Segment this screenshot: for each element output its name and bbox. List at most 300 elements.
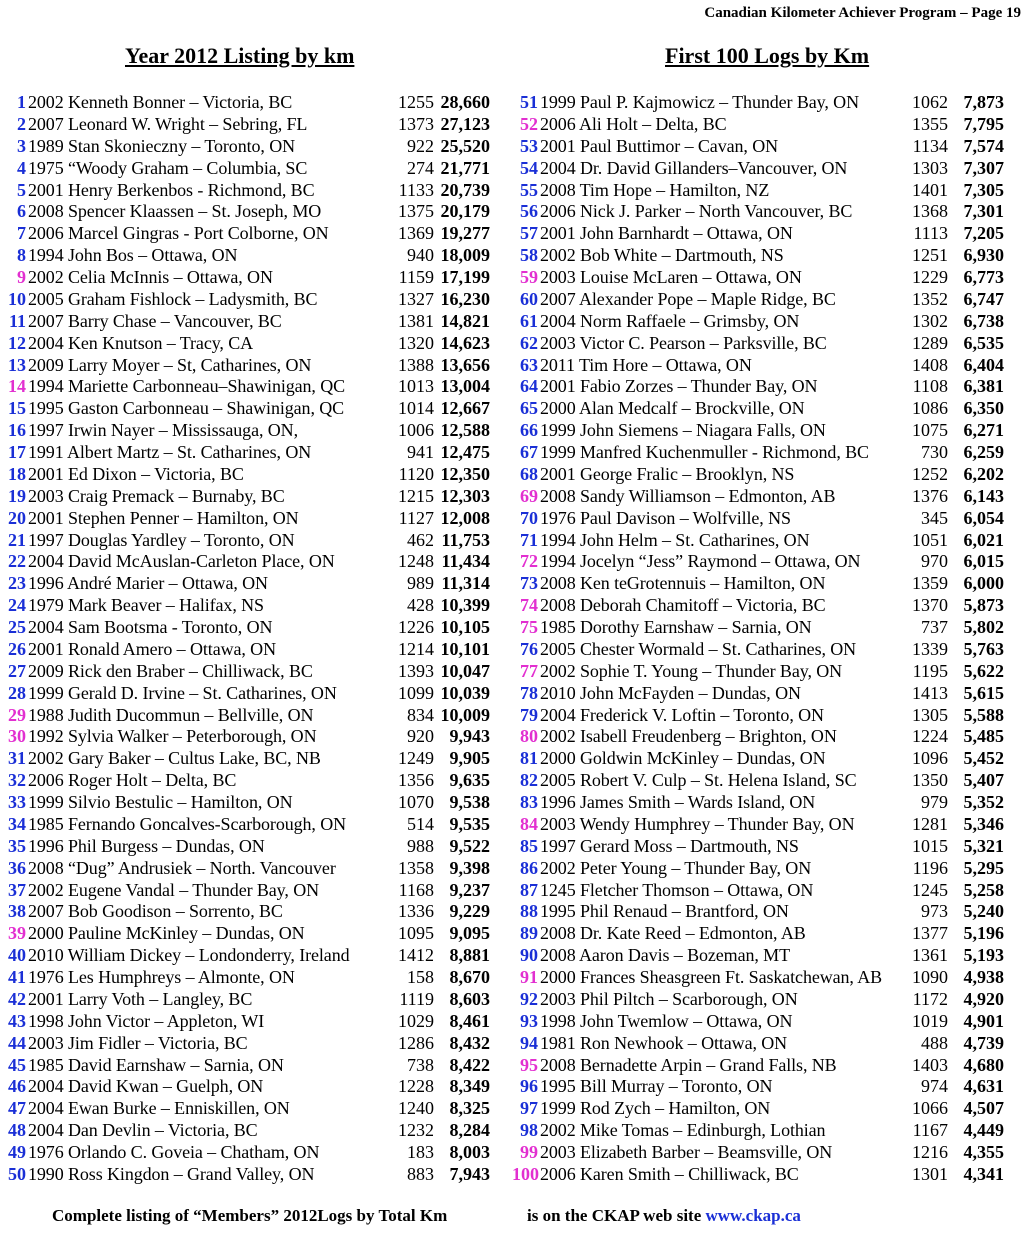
log-number: 1195	[912, 660, 948, 681]
log-number: 1412	[398, 945, 434, 966]
member-entry: 1245 Fletcher Thomson – Ottawa, ON	[540, 879, 814, 900]
rank-number: 84	[520, 813, 538, 834]
rank-number: 81	[520, 748, 538, 769]
member-entry: 2003 Wendy Humphrey – Thunder Bay, ON	[540, 813, 855, 834]
log-number: 1133	[398, 179, 434, 200]
log-number: 1062	[912, 92, 948, 112]
log-number: 1096	[912, 748, 948, 769]
list-item	[512, 333, 1004, 355]
total-km: 20,179	[440, 201, 490, 222]
footer-left-note: Complete listing of “Members” 2012Logs by Total Km	[52, 1206, 448, 1225]
total-km: 5,352	[963, 792, 1004, 812]
rank-number: 83	[520, 792, 538, 812]
log-number: 274	[407, 157, 434, 178]
total-km: 10,039	[440, 682, 490, 703]
right-column-title: First 100 Logs by Km	[665, 43, 870, 68]
rank-number: 15	[8, 398, 26, 419]
total-km: 7,305	[963, 179, 1004, 200]
rank-number: 67	[520, 442, 538, 462]
rank-number: 88	[520, 901, 538, 922]
list-item	[512, 201, 1004, 223]
total-km: 4,449	[963, 1120, 1004, 1141]
ckap-website-link[interactable]: www.ckap.ca	[705, 1206, 801, 1225]
rank-number: 80	[520, 726, 538, 747]
member-entry: 2008 Ken teGrotennuis – Hamilton, ON	[540, 573, 826, 594]
member-entry: 2001 Paul Buttimor – Cavan, ON	[540, 135, 778, 156]
log-number: 1361	[912, 945, 948, 966]
log-number: 988	[407, 835, 434, 856]
list-item	[6, 639, 490, 661]
log-number: 1051	[912, 529, 948, 550]
list-item	[512, 311, 1004, 333]
footer-right-note	[527, 1206, 801, 1226]
list-item	[6, 748, 490, 770]
total-km: 9,237	[449, 879, 490, 900]
rank-number: 63	[520, 354, 538, 375]
member-entry: 2001 John Barnhardt – Ottawa, ON	[540, 223, 793, 244]
list-item	[6, 1142, 490, 1164]
total-km: 14,623	[440, 332, 490, 353]
rank-number: 64	[520, 376, 538, 397]
total-km: 7,205	[963, 223, 1004, 244]
log-number: 1302	[912, 310, 948, 331]
member-entry: 2004 David Kwan – Guelph, ON	[28, 1076, 264, 1097]
list-item	[6, 333, 490, 355]
log-number: 1214	[398, 638, 434, 659]
list-item	[6, 508, 490, 530]
rank-number: 5	[17, 179, 26, 200]
total-km: 6,259	[963, 442, 1004, 462]
member-entry: 2007 Barry Chase – Vancouver, BC	[28, 310, 282, 331]
list-item	[6, 573, 490, 595]
log-number: 1224	[912, 726, 948, 747]
log-number: 1113	[913, 223, 948, 244]
total-km: 8,603	[449, 988, 490, 1009]
total-km: 6,404	[963, 354, 1004, 375]
member-entry: 2007 Alexander Pope – Maple Ridge, BC	[540, 288, 836, 309]
log-number: 1303	[912, 157, 948, 178]
total-km: 6,747	[963, 288, 1004, 309]
log-number: 940	[407, 245, 434, 266]
list-item	[512, 442, 1004, 464]
total-km: 5,485	[963, 726, 1004, 747]
rank-number: 29	[8, 704, 26, 725]
list-item	[512, 486, 1004, 508]
list-item	[512, 223, 1004, 245]
member-entry: 2005 Chester Wormald – St. Catharines, ON	[540, 638, 857, 659]
rank-number: 21	[8, 529, 26, 550]
total-km: 19,277	[440, 223, 490, 244]
list-item	[6, 858, 490, 880]
list-item	[6, 201, 490, 223]
log-number: 1216	[912, 1142, 948, 1162]
rank-number: 78	[520, 682, 538, 703]
total-km: 7,574	[963, 135, 1004, 156]
total-km: 8,881	[449, 945, 490, 966]
log-number: 1320	[398, 332, 434, 353]
log-number: 738	[407, 1054, 434, 1075]
log-number: 1358	[398, 857, 434, 878]
log-number: 1381	[398, 310, 434, 331]
member-entry: 2002 Mike Tomas – Edinburgh, Lothian	[540, 1120, 826, 1141]
total-km: 18,009	[440, 245, 490, 266]
rank-number: 94	[520, 1032, 538, 1053]
member-entry: 1985 David Earnshaw – Sarnia, ON	[28, 1054, 284, 1075]
log-number: 1095	[398, 923, 434, 944]
total-km: 4,631	[963, 1076, 1004, 1097]
rank-number: 47	[8, 1098, 26, 1119]
list-item	[512, 464, 1004, 486]
total-km: 17,199	[440, 267, 490, 287]
member-entry: 1997 Irwin Nayer – Mississauga, ON,	[28, 420, 298, 441]
total-km: 11,434	[441, 551, 490, 572]
member-entry: 2006 Ali Holt – Delta, BC	[540, 113, 727, 134]
rank-number: 24	[8, 595, 26, 616]
total-km: 11,314	[441, 573, 490, 594]
member-entry: 2001 Larry Voth – Langley, BC	[28, 988, 253, 1009]
log-number: 1305	[912, 704, 948, 725]
log-number: 1255	[398, 92, 434, 112]
rank-number: 33	[8, 792, 26, 812]
member-entry: 2001 Fabio Zorzes – Thunder Bay, ON	[540, 376, 818, 397]
member-entry: 1997 Douglas Yardley – Toronto, ON	[28, 529, 295, 550]
log-number: 1286	[398, 1032, 434, 1053]
total-km: 5,588	[963, 704, 1004, 725]
rank-number: 45	[8, 1054, 26, 1075]
log-number: 1075	[912, 420, 948, 441]
member-entry: 2007 Leonard W. Wright – Sebring, FL	[28, 113, 308, 134]
member-entry: 1996 Phil Burgess – Dundas, ON	[28, 835, 265, 856]
log-number: 737	[921, 617, 948, 637]
log-number: 1368	[912, 201, 948, 222]
total-km: 9,635	[449, 770, 490, 791]
list-item	[6, 267, 490, 289]
member-entry: 1999 Paul P. Kajmowicz – Thunder Bay, ON	[540, 92, 859, 112]
total-km: 8,325	[449, 1098, 490, 1119]
total-km: 10,047	[440, 660, 490, 681]
member-entry: 2004 Norm Raffaele – Grimsby, ON	[540, 310, 800, 331]
list-item	[512, 967, 1004, 989]
total-km: 5,407	[963, 770, 1004, 791]
total-km: 9,535	[449, 813, 490, 834]
total-km: 9,229	[449, 901, 490, 922]
log-number: 1215	[398, 485, 434, 506]
log-number: 183	[407, 1142, 434, 1162]
rank-number: 26	[8, 638, 26, 659]
log-number: 920	[407, 726, 434, 747]
log-number: 1019	[912, 1010, 948, 1031]
rank-number: 66	[520, 420, 538, 441]
list-item	[6, 355, 490, 377]
list-item	[512, 420, 1004, 442]
list-item	[512, 945, 1004, 967]
total-km: 6,054	[963, 507, 1004, 528]
list-item	[6, 442, 490, 464]
list-item	[6, 1120, 490, 1142]
total-km: 6,271	[963, 420, 1004, 441]
list-item	[512, 92, 1004, 114]
member-entry: 2004 David McAuslan-Carleton Place, ON	[28, 551, 335, 572]
total-km: 8,432	[449, 1032, 490, 1053]
member-entry: 2004 Frederick V. Loftin – Toronto, ON	[540, 704, 824, 725]
member-entry: 2004 Dr. David Gillanders–Vancouver, ON	[540, 157, 848, 178]
rank-number: 6	[17, 201, 26, 222]
rank-number: 95	[520, 1054, 538, 1075]
list-item	[6, 92, 490, 114]
member-entry: 2008 Aaron Davis – Bozeman, MT	[540, 945, 790, 966]
member-entry: 2008 Tim Hope – Hamilton, NZ	[540, 179, 770, 200]
total-km: 5,802	[963, 617, 1004, 637]
log-number: 1066	[912, 1098, 948, 1119]
footer-right-text: is on the CKAP web site	[527, 1206, 706, 1225]
list-item	[512, 705, 1004, 727]
list-item	[6, 486, 490, 508]
list-item	[6, 1098, 490, 1120]
list-item	[512, 792, 1004, 814]
member-entry: 2008 Dr. Kate Reed – Edmonton, AB	[540, 923, 806, 944]
log-number: 1172	[912, 988, 948, 1009]
rank-number: 62	[520, 332, 538, 353]
log-number: 1070	[398, 792, 434, 812]
member-entry: 2003 Louise McLaren – Ottawa, ON	[540, 267, 802, 287]
log-number: 1134	[912, 135, 948, 156]
list-item	[6, 880, 490, 902]
list-item	[6, 792, 490, 814]
list-item	[512, 661, 1004, 683]
member-entry: 1985 Fernando Goncalves-Scarborough, ON	[28, 813, 347, 834]
log-number: 428	[407, 595, 434, 616]
list-item	[512, 180, 1004, 202]
total-km: 28,660	[440, 92, 490, 112]
total-km: 12,008	[440, 507, 490, 528]
rank-number: 51	[520, 92, 538, 112]
total-km: 4,920	[963, 988, 1004, 1009]
rank-number: 12	[8, 332, 26, 353]
total-km: 5,258	[963, 879, 1004, 900]
list-item	[6, 661, 490, 683]
rank-number: 68	[520, 463, 538, 484]
log-number: 1281	[912, 813, 948, 834]
total-km: 6,000	[963, 573, 1004, 594]
rank-number: 22	[8, 551, 26, 572]
total-km: 6,773	[963, 267, 1004, 287]
total-km: 5,193	[963, 945, 1004, 966]
rank-number: 20	[8, 507, 26, 528]
total-km: 7,307	[963, 157, 1004, 178]
rank-number: 3	[17, 135, 26, 156]
rank-number: 73	[520, 573, 538, 594]
member-entry: 1998 John Victor – Appleton, WI	[28, 1010, 265, 1031]
year-2012-list	[6, 92, 490, 1186]
member-entry: 1994 John Bos – Ottawa, ON	[28, 245, 238, 266]
rank-number: 35	[8, 835, 26, 856]
member-entry: 1981 Ron Newhook – Ottawa, ON	[540, 1032, 788, 1053]
member-entry: 2000 Pauline McKinley – Dundas, ON	[28, 923, 305, 944]
list-item	[6, 595, 490, 617]
log-number: 1376	[912, 485, 948, 506]
total-km: 5,873	[963, 595, 1004, 616]
list-item	[512, 639, 1004, 661]
list-item	[512, 770, 1004, 792]
list-item	[512, 836, 1004, 858]
list-item	[6, 923, 490, 945]
rank-number: 85	[520, 835, 538, 856]
rank-number: 93	[520, 1010, 538, 1031]
member-entry: 1990 Ross Kingdon – Grand Valley, ON	[28, 1163, 315, 1184]
log-number: 1352	[912, 288, 948, 309]
log-number: 488	[921, 1032, 948, 1053]
member-entry: 1996 André Marier – Ottawa, ON	[28, 573, 268, 594]
log-number: 1336	[398, 901, 434, 922]
list-item	[512, 1055, 1004, 1077]
list-item	[512, 683, 1004, 705]
member-entry: 1976 Orlando C. Goveia – Chatham, ON	[28, 1142, 320, 1162]
rank-number: 72	[520, 551, 538, 572]
list-item	[512, 617, 1004, 639]
rank-number: 71	[520, 529, 538, 550]
rank-number: 56	[520, 201, 538, 222]
total-km: 6,015	[963, 551, 1004, 572]
left-column-title: Year 2012 Listing by km	[125, 43, 355, 68]
total-km: 9,398	[449, 857, 490, 878]
rank-number: 10	[8, 288, 26, 309]
list-item	[512, 814, 1004, 836]
member-entry: 1999 Gerald D. Irvine – St. Catharines, ON	[28, 682, 337, 703]
member-entry: 2001 George Fralic – Brooklyn, NS	[540, 463, 795, 484]
member-entry: 1979 Mark Beaver – Halifax, NS	[28, 595, 264, 616]
member-entry: 2007 Bob Goodison – Sorrento, BC	[28, 901, 283, 922]
total-km: 4,355	[963, 1142, 1004, 1162]
list-item	[512, 923, 1004, 945]
list-item	[6, 770, 490, 792]
rank-number: 25	[8, 617, 26, 637]
total-km: 5,196	[963, 923, 1004, 944]
rank-number: 49	[8, 1142, 26, 1162]
member-entry: 2006 Karen Smith – Chilliwack, BC	[540, 1163, 799, 1184]
list-item	[512, 880, 1004, 902]
total-km: 8,422	[449, 1054, 490, 1075]
list-item	[512, 267, 1004, 289]
rank-number: 77	[520, 660, 538, 681]
log-number: 1159	[398, 267, 434, 287]
list-item	[512, 114, 1004, 136]
log-number: 1029	[398, 1010, 434, 1031]
member-entry: 2009 Rick den Braber – Chilliwack, BC	[28, 660, 313, 681]
log-number: 514	[407, 813, 434, 834]
log-number: 1377	[912, 923, 948, 944]
member-entry: 1994 John Helm – St. Catharines, ON	[540, 529, 810, 550]
log-number: 158	[407, 967, 434, 987]
log-number: 730	[921, 442, 948, 462]
log-number: 345	[921, 507, 948, 528]
rank-number: 91	[520, 967, 538, 987]
total-km: 4,901	[963, 1010, 1004, 1031]
member-entry: 2006 Nick J. Parker – North Vancouver, BC	[540, 201, 853, 222]
log-number: 1401	[912, 179, 948, 200]
total-km: 4,507	[963, 1098, 1004, 1119]
member-entry: 2008 Bernadette Arpin – Grand Falls, NB	[540, 1054, 837, 1075]
member-entry: 2002 Gary Baker – Cultus Lake, BC, NB	[28, 748, 321, 769]
log-number: 1373	[398, 113, 434, 134]
log-number: 1167	[912, 1120, 948, 1141]
total-km: 10,009	[440, 704, 490, 725]
rank-number: 34	[8, 813, 26, 834]
rank-number: 14	[8, 376, 26, 397]
member-entry: 1975 “Woody Graham – Columbia, SC	[28, 157, 308, 178]
log-number: 1196	[912, 857, 948, 878]
total-km: 4,938	[963, 967, 1004, 987]
member-entry: 1999 Silvio Bestulic – Hamilton, ON	[28, 792, 293, 812]
total-km: 12,588	[440, 420, 490, 441]
rank-number: 52	[520, 113, 538, 134]
log-number: 1249	[398, 748, 434, 769]
member-entry: 2002 Eugene Vandal – Thunder Bay, ON	[28, 879, 320, 900]
member-entry: 2004 Ken Knutson – Tracy, CA	[28, 332, 254, 353]
member-entry: 2001 Henry Berkenbos - Richmond, BC	[28, 179, 315, 200]
member-entry: 1989 Stan Skonieczny – Toronto, ON	[28, 135, 295, 156]
rank-number: 76	[520, 638, 538, 659]
rank-number: 98	[520, 1120, 538, 1141]
log-number: 834	[407, 704, 434, 725]
rank-number: 97	[520, 1098, 538, 1119]
list-item	[6, 376, 490, 398]
member-entry: 2003 Victor C. Pearson – Parksville, BC	[540, 332, 827, 353]
list-item	[512, 901, 1004, 923]
total-km: 5,346	[963, 813, 1004, 834]
rank-number: 27	[8, 660, 26, 681]
total-km: 6,350	[963, 398, 1004, 419]
total-km: 7,795	[963, 113, 1004, 134]
total-km: 4,680	[963, 1054, 1004, 1075]
log-number: 941	[407, 442, 434, 462]
log-number: 1375	[398, 201, 434, 222]
total-km: 12,350	[440, 463, 490, 484]
rank-number: 17	[8, 442, 26, 462]
total-km: 5,452	[963, 748, 1004, 769]
log-number: 1403	[912, 1054, 948, 1075]
list-item	[6, 836, 490, 858]
list-item	[6, 551, 490, 573]
log-number: 1359	[912, 573, 948, 594]
total-km: 21,771	[440, 157, 490, 178]
rank-number: 53	[520, 135, 538, 156]
list-item	[512, 1120, 1004, 1142]
list-item	[512, 726, 1004, 748]
rank-number: 59	[520, 267, 538, 287]
total-km: 12,303	[440, 485, 490, 506]
list-item	[6, 223, 490, 245]
member-entry: 1995 Phil Renaud – Brantford, ON	[540, 901, 789, 922]
total-km: 5,240	[963, 901, 1004, 922]
member-entry: 1996 James Smith – Wards Island, ON	[540, 792, 816, 812]
list-item	[6, 289, 490, 311]
rank-number: 43	[8, 1010, 26, 1031]
log-number: 1015	[912, 835, 948, 856]
total-km: 27,123	[440, 113, 490, 134]
rank-number: 30	[8, 726, 26, 747]
list-item	[6, 1011, 490, 1033]
list-item	[6, 683, 490, 705]
rank-number: 74	[520, 595, 538, 616]
rank-number: 41	[8, 967, 26, 987]
list-item	[6, 114, 490, 136]
rank-number: 82	[520, 770, 538, 791]
total-km: 6,738	[963, 310, 1004, 331]
member-entry: 1999 Manfred Kuchenmuller - Richmond, BC	[540, 442, 869, 462]
member-entry: 1976 Les Humphreys – Almonte, ON	[28, 967, 295, 987]
member-entry: 2000 Alan Medcalf – Brockville, ON	[540, 398, 805, 419]
log-number: 1350	[912, 770, 948, 791]
